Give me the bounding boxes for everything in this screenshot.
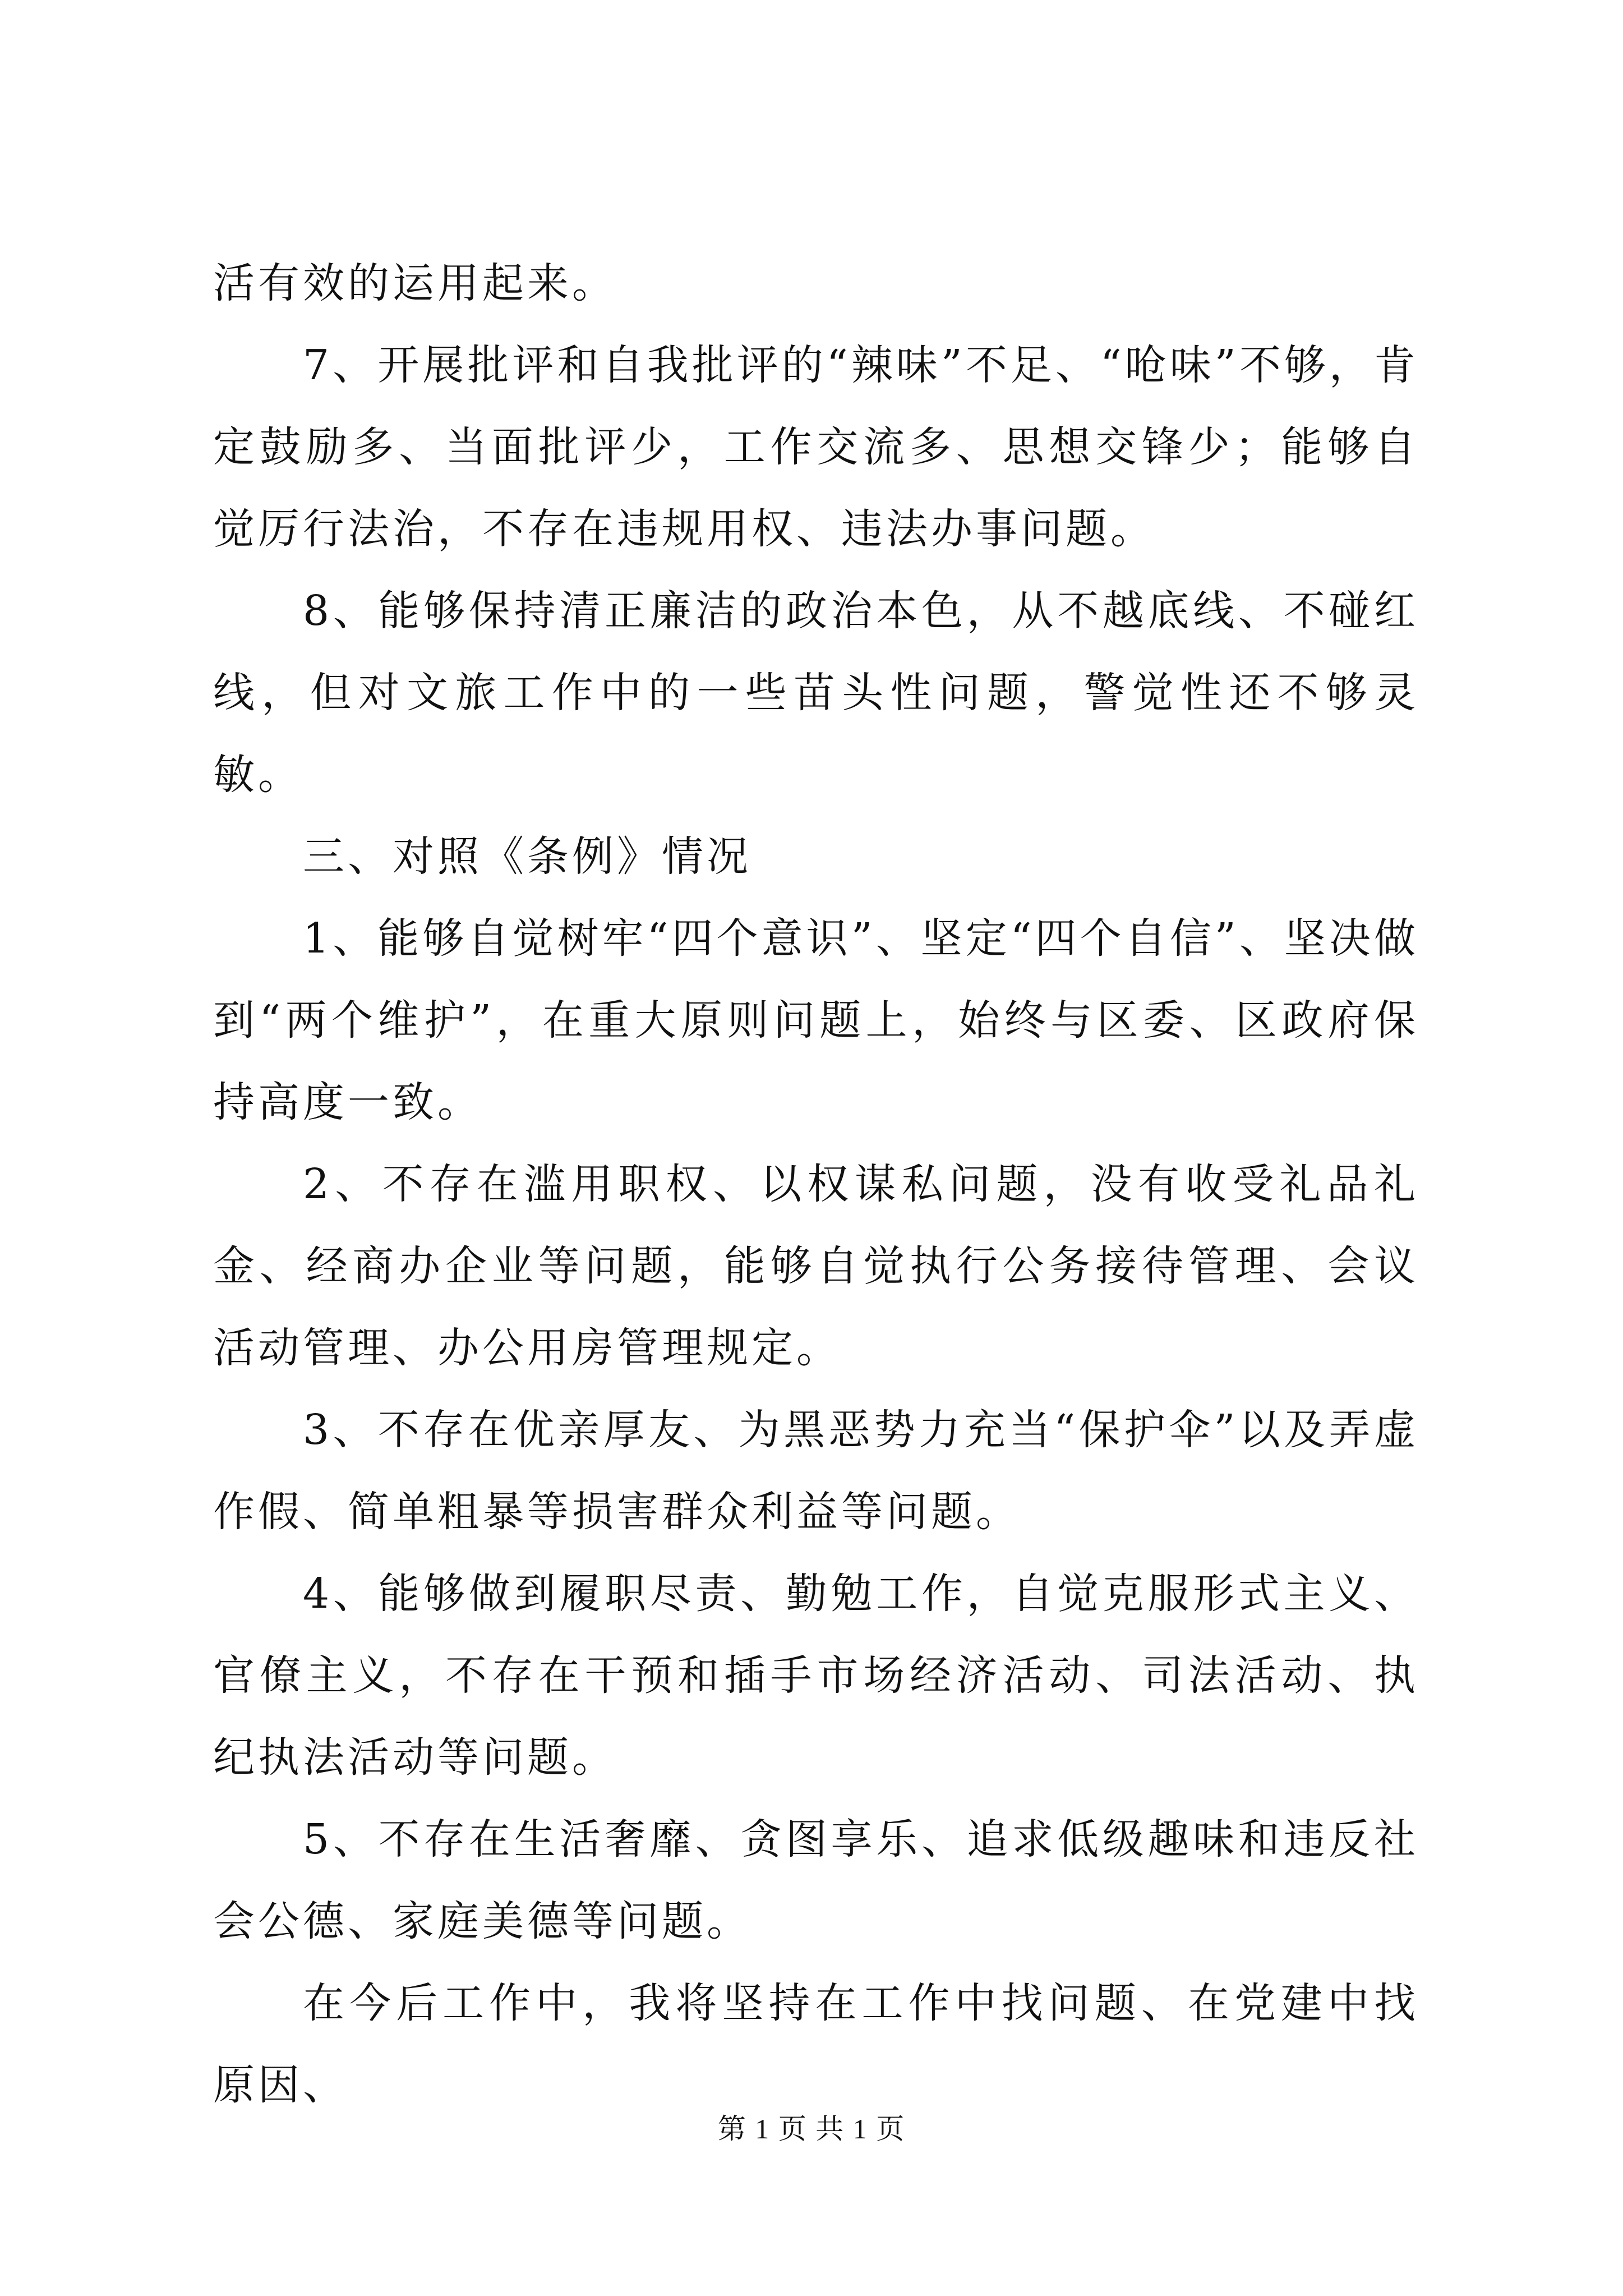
paragraph-item-1: 1、能够自觉树牢“四个意识”、坚定“四个自信”、坚决做到“两个维护”，在重大原则问题上，始终与区委、区政府保持高度一致。 bbox=[213, 914, 1419, 1126]
document-body bbox=[213, 242, 1419, 2126]
paragraph-item-4: 4、能够做到履职尽责、勤勉工作，自觉克服形式主义、官僚主义，不存在干预和插手市场经济活动、司法活动、执纪执法活动等问题。 bbox=[213, 1570, 1419, 1782]
paragraph-item-2: 2、不存在滥用职权、以权谋私问题，没有收受礼品礼金、经商办企业等问题，能够自觉执行公务接待管理、会议活动管理、办公用房管理规定。 bbox=[213, 1160, 1419, 1372]
paragraph-item-3: 3、不存在优亲厚友、为黑恶势力充当“保护伞”以及弄虚作假、简单粗暴等损害群众利益等问题。 bbox=[213, 1406, 1419, 1536]
paragraph-item-7: 7、开展批评和自我批评的“辣味”不足、“呛味”不够，肯定鼓励多、当面批评少，工作交流多、思想交锋少；能够自觉厉行法治，不存在违规用权、违法办事问题。 bbox=[213, 341, 1419, 553]
paragraph-closing: 在今后工作中，我将坚持在工作中找问题、在党建中找原因、 bbox=[213, 1979, 1419, 2109]
paragraph-continuation: 活有效的运用起来。 bbox=[213, 259, 617, 307]
section-heading: 三、对照《条例》情况 bbox=[303, 832, 751, 881]
paragraph-item-8: 8、能够保持清正廉洁的政治本色，从不越底线、不碰红线，但对文旅工作中的一些苗头性问题，警觉性还不够灵敏。 bbox=[213, 587, 1419, 799]
paragraph-item-5: 5、不存在生活奢靡、贪图享乐、追求低级趣味和违反社会公德、家庭美德等问题。 bbox=[213, 1815, 1419, 1945]
page-footer: 第 1 页 共 1 页 bbox=[717, 2113, 906, 2145]
